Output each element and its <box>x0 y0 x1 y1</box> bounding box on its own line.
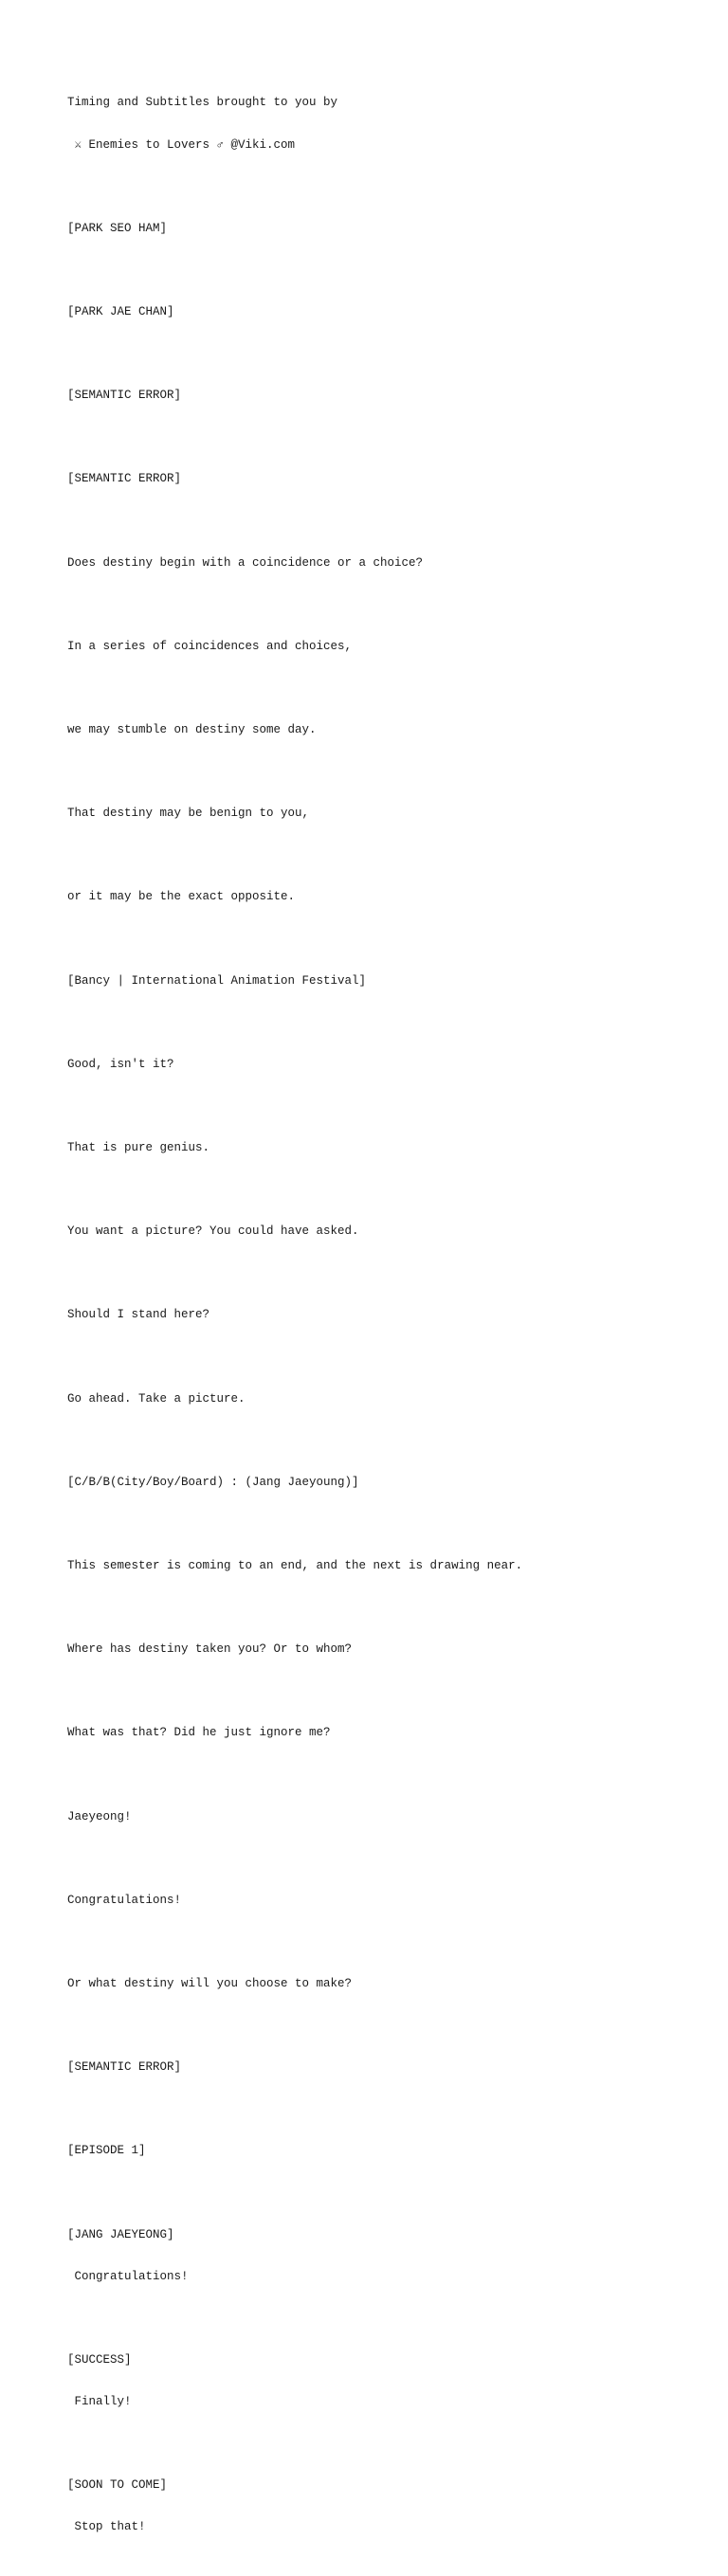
subtitle-entry <box>67 946 712 1016</box>
subtitle-entry <box>67 1447 712 1517</box>
subtitle-entry <box>67 278 712 348</box>
subtitle-line: Congratulations! <box>67 2269 189 2283</box>
subtitle-line: Stop that! <box>67 2520 146 2534</box>
subtitle-entry <box>67 1865 712 1935</box>
subtitle-entry <box>67 2326 712 2438</box>
subtitle-entry <box>67 1532 712 1602</box>
subtitle-entry <box>67 779 712 849</box>
subtitle-entry <box>67 2033 712 2103</box>
subtitle-entry <box>67 611 712 681</box>
subtitle-line: Good, isn't it? <box>67 1057 174 1071</box>
subtitle-line: Jaeyeong! <box>67 1809 132 1823</box>
subtitle-line: [SEMANTIC ERROR] <box>67 2060 182 2075</box>
subtitle-entry <box>67 1782 712 1852</box>
subtitle-entry <box>67 528 712 598</box>
subtitle-line: [SEMANTIC ERROR] <box>67 389 182 403</box>
subtitle-line: [EPISODE 1] <box>67 2144 146 2158</box>
subtitle-entry <box>67 2116 712 2186</box>
subtitle-line: That is pure genius. <box>67 1140 210 1154</box>
subtitle-line: [PARK SEO HAM] <box>67 221 168 235</box>
subtitle-line: That destiny may be benign to you, <box>67 807 310 821</box>
subtitle-entry <box>67 2451 712 2563</box>
subtitle-entry <box>67 1364 712 1434</box>
subtitle-entry <box>67 193 712 263</box>
subtitle-line: This semester is coming to an end, and the next is drawing near. <box>67 1558 523 1572</box>
subtitle-entry <box>67 1114 712 1184</box>
subtitle-entry <box>67 68 712 180</box>
subtitle-entry <box>67 1950 712 2020</box>
subtitle-line: Timing and Subtitles brought to you by <box>67 96 338 110</box>
subtitle-line: or it may be the exact opposite. <box>67 890 296 904</box>
subtitle-line: Finally! <box>67 2395 132 2409</box>
subtitle-line: What was that? Did he just ignore me? <box>67 1726 331 1740</box>
subtitle-line: You want a picture? You could have asked. <box>67 1225 359 1239</box>
subtitle-line: [SUCCESS] <box>67 2352 132 2367</box>
subtitle-document <box>67 68 712 2576</box>
subtitle-line: Or what destiny will you choose to make? <box>67 1976 353 1990</box>
subtitle-entry <box>67 696 712 766</box>
subtitle-line: Should I stand here? <box>67 1308 210 1322</box>
subtitle-entry <box>67 361 712 431</box>
subtitle-entry <box>67 1029 712 1099</box>
subtitle-line: In a series of coincidences and choices, <box>67 639 353 653</box>
subtitle-line: [PARK JAE CHAN] <box>67 304 174 318</box>
subtitle-entry <box>67 444 712 515</box>
subtitle-line: [Bancy | International Animation Festival] <box>67 973 367 988</box>
subtitle-line: [JANG JAEYEONG] <box>67 2227 174 2241</box>
subtitle-line: Does destiny begin with a coincidence or a choice? <box>67 555 424 570</box>
subtitle-line: Where has destiny taken you? Or to whom? <box>67 1642 353 1657</box>
subtitle-entry <box>67 1197 712 1267</box>
subtitle-line: [SOON TO COME] <box>67 2478 168 2493</box>
subtitle-entry <box>67 2200 712 2312</box>
subtitle-entry <box>67 1615 712 1685</box>
subtitle-entry <box>67 862 712 933</box>
subtitle-line: Congratulations! <box>67 1893 182 1907</box>
subtitle-line: [SEMANTIC ERROR] <box>67 472 182 486</box>
subtitle-line: [C/B/B(City/Boy/Board) : (Jang Jaeyoung)] <box>67 1475 359 1489</box>
subtitle-entry <box>67 1280 712 1351</box>
subtitle-line: we may stumble on destiny some day. <box>67 722 317 736</box>
subtitle-line: Go ahead. Take a picture. <box>67 1391 246 1406</box>
subtitle-entry <box>67 1698 712 1769</box>
subtitle-line: ⚔ Enemies to Lovers ♂ @Viki.com <box>67 137 296 152</box>
